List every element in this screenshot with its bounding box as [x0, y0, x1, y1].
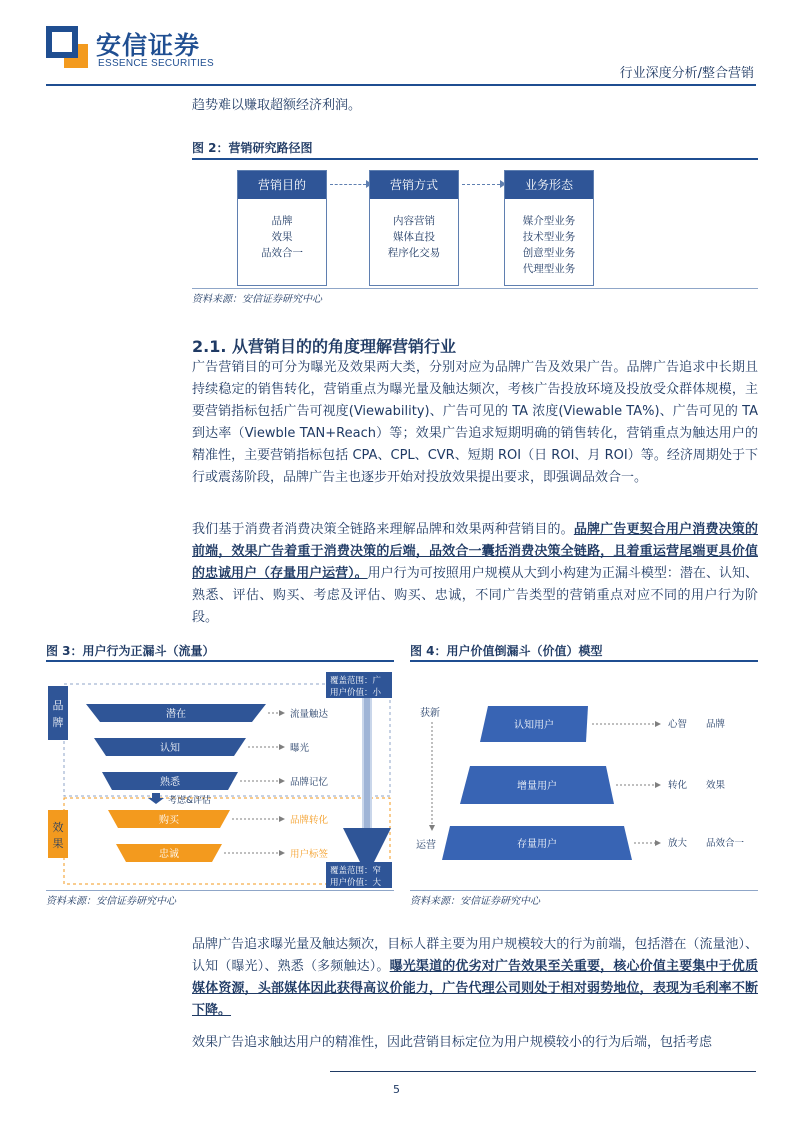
fig2-item: 媒介型业务 — [522, 215, 576, 227]
page-header — [0, 0, 802, 90]
fig3-top-box-line: 用户价值：小 — [330, 688, 382, 698]
fig4-bottom-rule — [410, 890, 758, 891]
fig4-level-mid: 放大 — [668, 838, 688, 849]
report-type: 行业深度分析/整合营销 — [619, 66, 754, 81]
fig2-column-business — [504, 170, 594, 286]
fig3-stage-label: 认知 — [160, 743, 180, 754]
fig3-funnel-diagram — [46, 670, 394, 890]
brand-logo — [46, 26, 90, 70]
fig4-level-right: 品效合一 — [706, 838, 745, 849]
fig4-level-right: 效果 — [706, 780, 726, 791]
fig4-level-label: 存量用户 — [517, 839, 557, 850]
fig3-top-rule — [46, 660, 394, 662]
fig2-column-header: 营销方式 — [370, 171, 458, 199]
fig3-bottom-rule — [46, 890, 394, 891]
fig2-item: 媒体直投 — [393, 231, 435, 243]
fig3-side-label-brand-char: 品 — [52, 699, 64, 712]
fig3-stage-label: 购买 — [159, 815, 179, 826]
paragraph-2-tail: 用户行为可按照用户规模从大到小构建为正漏斗模型：潜在、认知、熟悉、评估、购买、考虑及评估、购买、忠诚，不同广告类型的营销重点对应不同的用户行为阶段。 — [192, 566, 758, 625]
brand-name-cn: 安信证券 — [96, 31, 201, 60]
fig3-stage-label: 潜在 — [166, 709, 186, 720]
fig3-side-label-performance-char: 效 — [52, 821, 64, 834]
fig2-column-purpose — [237, 170, 327, 286]
fig4-level-right: 品牌 — [706, 719, 726, 730]
section-title: 2.1. 从营销目的的角度理解营销行业 — [192, 337, 456, 356]
fig4-level-label: 认知用户 — [514, 720, 554, 731]
fig3-stage-label: 忠诚 — [159, 849, 179, 860]
fig2-item: 效果 — [271, 231, 293, 243]
fig4-left-bottom-label: 运营 — [416, 840, 436, 851]
fig2-column-header: 业务形态 — [505, 171, 593, 199]
fig2-item: 程序化交易 — [387, 247, 441, 259]
fig3-outcome-label: 品牌转化 — [290, 815, 329, 826]
fig4-funnel-diagram — [410, 670, 758, 890]
fig3-down-arrow-icon — [148, 793, 164, 804]
fig2-column-header: 营销目的 — [238, 171, 326, 199]
fig3-outcome-label: 用户标签 — [290, 849, 329, 860]
paragraph-2 — [192, 519, 758, 629]
paragraph-3-lead: 品牌广告追求曝光量及触达频次，目标人群主要为用户规模较大的行为前端，包括潜在（流量池）、认知（曝光）、熟悉（多频触达）。 — [192, 937, 758, 974]
fig2-top-rule — [192, 158, 758, 160]
paragraph-4: 效果广告追求触达用户的精准性，因此营销目标定位为用户规模较小的行为后端，包括考虑 — [192, 1035, 713, 1050]
fig2-column-method — [369, 170, 459, 286]
fig3-side-label-brand — [48, 686, 68, 740]
fig4-left-top-label: 获新 — [420, 708, 440, 719]
fig2-item: 创意型业务 — [522, 247, 576, 259]
fig3-side-label-performance-char: 果 — [52, 837, 64, 850]
fig2-arrow — [330, 184, 366, 185]
fig3-bottom-box-line: 覆盖范围：窄 — [330, 866, 382, 876]
fig4-top-rule — [410, 660, 758, 662]
fig3-bottom-box-line: 用户价值：大 — [330, 878, 382, 888]
footer-divider — [330, 1071, 756, 1072]
fig2-item: 品效合一 — [261, 247, 303, 259]
page-number: 5 — [393, 1083, 400, 1096]
fig3-stage-label: 熟悉 — [160, 777, 180, 788]
intro-line: 趋势难以赚取超额经济利润。 — [192, 98, 362, 113]
fig2-arrow — [462, 184, 500, 185]
fig3-title: 图 3：用户行为正漏斗（流量） — [46, 644, 215, 658]
fig2-item: 技术型业务 — [522, 231, 576, 243]
fig2-source: 资料来源：安信证券研究中心 — [192, 294, 322, 305]
header-divider — [46, 84, 756, 86]
fig2-title: 图 2：营销研究路径图 — [192, 141, 313, 155]
fig3-outcome-label: 流量触达 — [290, 709, 329, 720]
fig2-item: 内容营销 — [393, 215, 435, 227]
fig2-bottom-rule — [192, 288, 758, 289]
paragraph-1: 广告营销目的可分为曝光及效果两大类，分别对应为品牌广告及效果广告。品牌广告追求中长期且持续稳定的销售转化，营销重点为曝光量及触达频次，考核广告投放环境及投放受众群体规模，主要营销指标包括广告可视度(Viewability)、广告可见的 TA 浓度(Viewable TA%)、广告可见的 TA 到达率（Viewble TAN+Reach）等；效果广告追求短期明确的销售转化，营销重点为触达用户的精准性，主要营销指标包括 CPA、CPL、CVR、短期 ROI（日 ROI、月 ROI）等。经济周期处于下行或震荡阶段，品牌广告主也逐步开始对投放效果提出要求，即强调品效合一。 — [192, 360, 758, 485]
paragraph-2-emphasis: 品牌广告更契合用户消费决策的前端，效果广告着重于消费决策的后端，品效合一囊括消费决策全链路，且着重运营尾端更具价值的忠诚用户（存量用户运营）。 — [192, 522, 758, 581]
fig4-level-mid: 转化 — [668, 780, 688, 791]
paragraph-2-lead: 我们基于消费者消费决策全链路来理解品牌和效果两种营销目的。 — [192, 522, 574, 537]
fig4-title: 图 4：用户价值倒漏斗（价值）模型 — [410, 644, 603, 658]
fig3-source: 资料来源：安信证券研究中心 — [46, 896, 176, 907]
fig2-item: 品牌 — [271, 215, 293, 227]
paragraph-3 — [192, 934, 758, 1022]
fig3-side-label-performance — [48, 810, 68, 858]
fig4-level-label: 增量用户 — [517, 781, 557, 792]
brand-name-en: ESSENCE SECURITIES — [98, 58, 214, 69]
fig4-source: 资料来源：安信证券研究中心 — [410, 896, 540, 907]
fig3-side-label-brand-char: 牌 — [52, 716, 64, 729]
fig3-outcome-label: 曝光 — [290, 743, 310, 754]
fig3-middle-note: 考虑&评估 — [168, 796, 212, 806]
fig3-outcome-label: 品牌记忆 — [290, 777, 329, 788]
fig2-item: 代理型业务 — [522, 263, 576, 275]
paragraph-3-emphasis: 曝光渠道的优劣对广告效果至关重要，核心价值主要集中于优质媒体资源，头部媒体因此获得高议价能力，广告代理公司则处于相对弱势地位，表现为毛利率不断下降。 — [192, 959, 758, 1018]
fig4-level-mid: 心智 — [668, 719, 688, 730]
fig3-top-box-line: 覆盖范围：广 — [330, 676, 382, 686]
